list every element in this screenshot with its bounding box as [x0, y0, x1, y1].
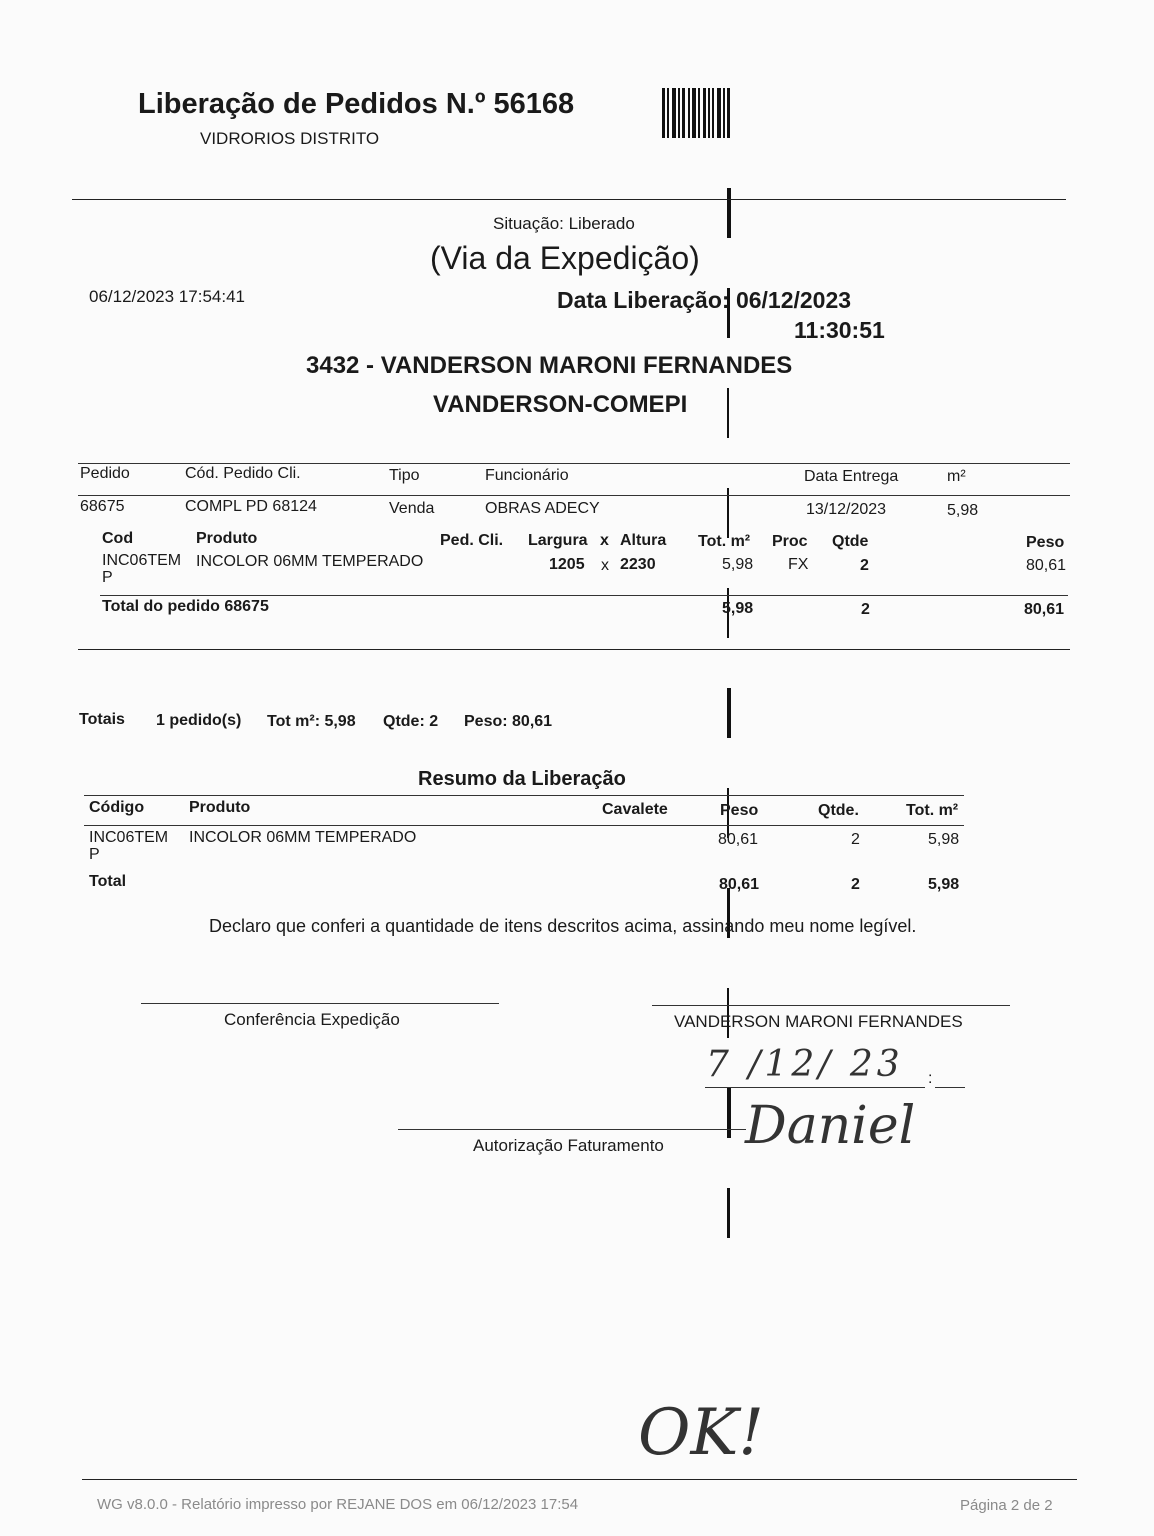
- summary-codigo: INC06TEM: [89, 829, 169, 846]
- summary-total-qtde: 2: [851, 876, 860, 893]
- totals-pedidos: 1 pedido(s): [156, 712, 242, 729]
- totals-peso: Peso: 80,61: [464, 713, 553, 730]
- order-funcionario: OBRAS ADECY: [485, 500, 600, 517]
- col-pedido: Pedido: [80, 465, 130, 482]
- item-qtde: 2: [860, 557, 869, 574]
- handwritten-date: 7 /12/ 23: [706, 1044, 904, 1085]
- item-altura: 2230: [620, 556, 656, 573]
- summary-total-label: Total: [89, 873, 127, 890]
- summary-col-codigo: Código: [89, 799, 145, 816]
- summary-qtde: 2: [851, 831, 860, 848]
- item-largura: 1205: [549, 556, 585, 573]
- status-text: Situação: Liberado: [493, 214, 635, 233]
- item-col-peso: Peso: [1026, 534, 1065, 551]
- order-tipo: Venda: [389, 500, 435, 517]
- release-time: 11:30:51: [794, 317, 885, 343]
- order-total-m2: 5,98: [722, 600, 754, 617]
- autorizacao-label: Autorização Faturamento: [473, 1136, 664, 1155]
- order-m2: 5,98: [947, 502, 979, 519]
- item-col-altura: Altura: [620, 532, 667, 549]
- col-cod-pedido-cli: Cód. Pedido Cli.: [185, 465, 301, 482]
- item-peso: 80,61: [1026, 557, 1067, 574]
- order-total-label: Total do pedido 68675: [102, 598, 269, 615]
- summary-col-peso: Peso: [720, 802, 759, 819]
- company-name: VIDRORIOS DISTRITO: [200, 129, 380, 148]
- client-signature-name: VANDERSON MARONI FERNANDES: [674, 1012, 963, 1031]
- totals-label: Totais: [79, 711, 125, 728]
- order-total-peso: 80,61: [1024, 601, 1065, 618]
- page-number: Página 2 de 2: [960, 1497, 1053, 1514]
- item-col-x: x: [600, 532, 609, 549]
- item-proc: FX: [788, 556, 809, 573]
- col-funcionario: Funcionário: [485, 467, 569, 484]
- conferencia-label: Conferência Expedição: [224, 1010, 400, 1029]
- summary-title: Resumo da Liberação: [418, 768, 626, 790]
- summary-produto: INCOLOR 06MM TEMPERADO: [189, 829, 417, 846]
- summary-col-qtde: Qtde.: [818, 802, 859, 819]
- client-subtitle: VANDERSON-COMEPI: [433, 391, 688, 418]
- summary-col-cavalete: Cavalete: [602, 801, 668, 818]
- summary-col-produto: Produto: [189, 799, 251, 816]
- item-tot-m2: 5,98: [722, 556, 754, 573]
- item-produto: INCOLOR 06MM TEMPERADO: [196, 553, 424, 570]
- item-cod-cont: P: [102, 569, 113, 586]
- order-cod-cli: COMPL PD 68124: [185, 498, 317, 515]
- client-line: 3432 - VANDERSON MARONI FERNANDES: [306, 352, 793, 379]
- totals-m2: Tot m²: 5,98: [267, 713, 356, 730]
- col-tipo: Tipo: [389, 467, 420, 484]
- totals-qtde: Qtde: 2: [383, 713, 439, 730]
- item-col-tot-m2: Tot. m²: [698, 533, 751, 550]
- item-col-produto: Produto: [196, 530, 258, 547]
- item-x: x: [601, 557, 609, 574]
- order-total-qtde: 2: [861, 601, 870, 618]
- summary-codigo-cont: P: [89, 846, 100, 863]
- item-col-proc: Proc: [772, 533, 808, 550]
- footer-print-info: WG v8.0.0 - Relatório impresso por REJANE DOS em 06/12/2023 17:54: [97, 1496, 579, 1513]
- summary-total-m2: 5,98: [928, 876, 960, 893]
- item-col-largura: Largura: [528, 532, 588, 549]
- item-cod: INC06TEM: [102, 552, 182, 569]
- handwritten-signature: Daniel: [745, 1096, 916, 1156]
- time-colon: :: [928, 1070, 933, 1087]
- handwritten-ok: OK!: [638, 1396, 764, 1470]
- item-col-qtde: Qtde: [832, 533, 869, 550]
- summary-total-peso: 80,61: [719, 876, 760, 893]
- order-pedido: 68675: [80, 498, 125, 515]
- barcode: [662, 88, 838, 138]
- item-col-cod: Cod: [102, 530, 134, 547]
- order-data-entrega: 13/12/2023: [806, 501, 887, 518]
- declaration-text: Declaro que conferi a quantidade de itens descritos acima, assinando meu nome legível.: [209, 916, 917, 936]
- print-datetime: 06/12/2023 17:54:41: [89, 287, 245, 306]
- summary-col-tot-m2: Tot. m²: [906, 802, 959, 819]
- col-data-entrega: Data Entrega: [804, 468, 899, 485]
- col-m2: m²: [947, 468, 966, 485]
- item-col-ped-cli: Ped. Cli.: [440, 532, 504, 549]
- release-date: Data Liberação: 06/12/2023: [557, 287, 852, 313]
- page-title: Liberação de Pedidos N.º 56168: [138, 88, 575, 120]
- via-title: (Via da Expedição): [430, 240, 700, 276]
- summary-tot-m2: 5,98: [928, 831, 960, 848]
- summary-peso: 80,61: [718, 831, 759, 848]
